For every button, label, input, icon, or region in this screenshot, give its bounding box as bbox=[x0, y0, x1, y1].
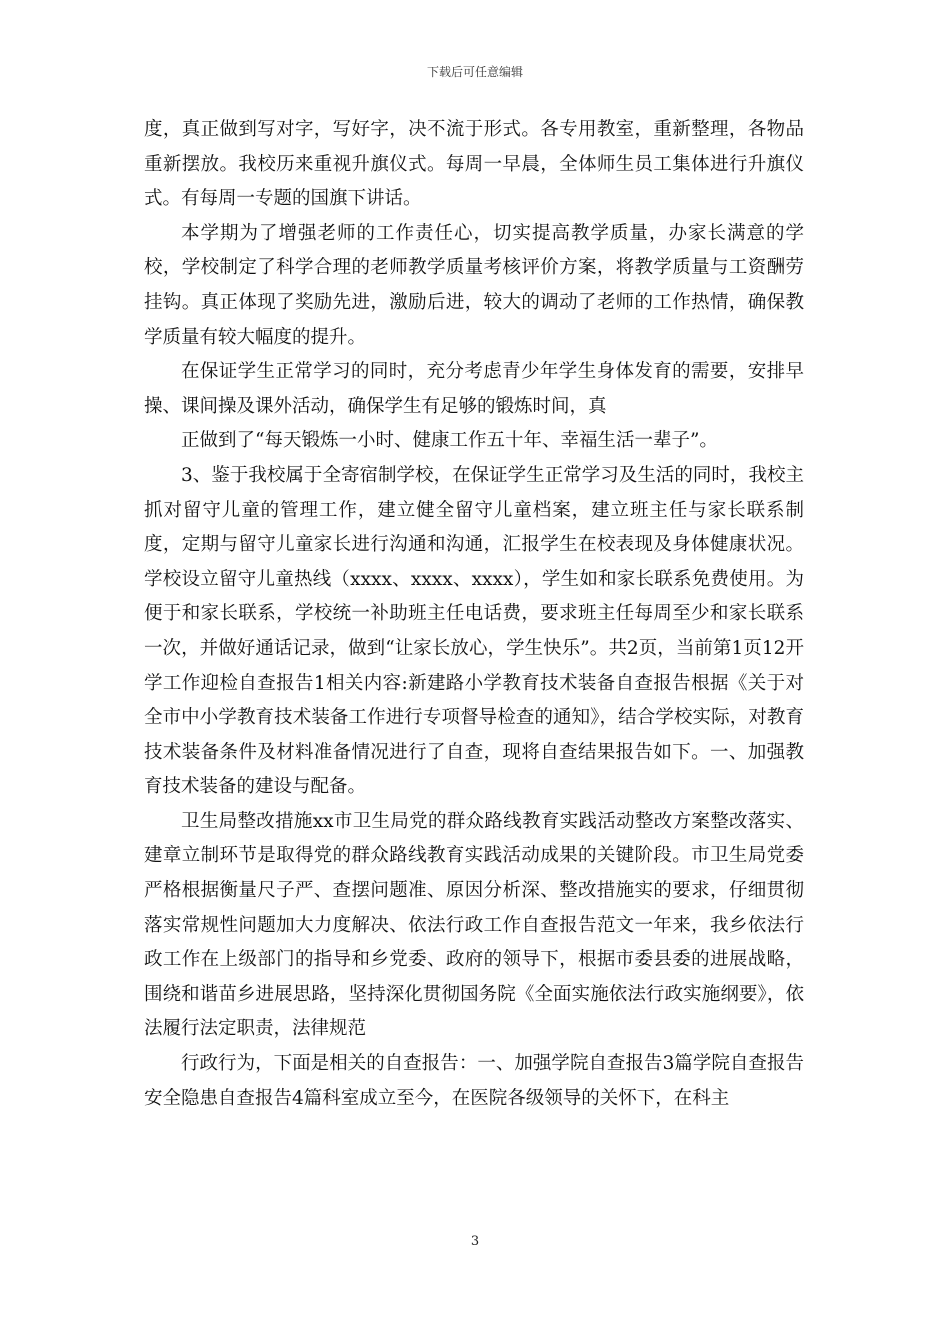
document-body bbox=[144, 113, 804, 1116]
page-number: 3 bbox=[470, 1234, 480, 1249]
paragraph: 3、鉴于我校属于全寄宿制学校，在保证学生正常学习及生活的同时，我校主抓对留守儿童的管理工作，建立健全留守儿童档案，建立班主任与家长联系制度，定期与留守儿童家长进行沟通和沟通，汇报学生在校表现及身体健康状况。学校设立留守儿童热线（xxxx、xxxx、xxxx），学生如和家长联系免费使用。为便于和家长联系，学校统一补助班主任电话费，要求班主任每周至少和家长联系一次，并做好通话记录，做到“让家长放心，学生快乐”。共2页，当前第1页12开学工作迎检自查报告1相关内容:新建路小学教育技术装备自查报告根据《关于对全市中小学教育技术装备工作进行专项督导检查的通知》，结合学校实际，对教育技术装备条件及材料准备情况进行了自查，现将自查结果报告如下。一、加强教育技术装备的建设与配备。 bbox=[144, 464, 804, 798]
paragraph: 卫生局整改措施xx市卫生局党的群众路线教育实践活动整改方案整改落实、建章立制环节是取得党的群众路线教育实践活动成果的关键阶段。市卫生局党委严格根据衡量尺子严、查摆问题准、原因分析深、整改措施实的要求，仔细贯彻落实常规性问题加大力度解决、依法行政工作自查报告范文一年来，我乡依法行政工作在上级部门的指导和乡党委、政府的领导下，根据市委县委的进展战略，围绕和谐苗乡进展思路，坚持深化贯彻国务院《全面实施依法行政实施纲要》，依法履行法定职责，法律规范 bbox=[144, 810, 804, 1040]
paragraph: 正做到了“每天锻炼一小时、健康工作五十年、幸福生活一辈子”。 bbox=[181, 430, 718, 452]
paragraph: 行政行为，下面是相关的自查报告：一、加强学院自查报告3篇学院自查报告安全隐患自查报告4篇科室成立至今，在医院各级领导的关怀下，在科主 bbox=[144, 1053, 804, 1109]
paragraph: 度，真正做到写对字，写好字，决不流于形式。各专用教室，重新整理，各物品重新摆放。我校历来重视升旗仪式。每周一早晨，全体师生员工集体进行升旗仪式。有每周一专题的国旗下讲话。 bbox=[144, 119, 804, 210]
paragraph: 在保证学生正常学习的同时，充分考虑青少年学生身体发育的需要，安排早操、课间操及课外活动，确保学生有足够的锻炼时间，真 bbox=[144, 361, 804, 417]
page-header: 下载后可任意编辑 bbox=[426, 65, 523, 79]
paragraph: 本学期为了增强老师的工作责任心，切实提高教学质量，办家长满意的学校，学校制定了科学合理的老师教学质量考核评价方案，将教学质量与工资酬劳挂钩。真正体现了奖励先进，激励后进，较大的调动了老师的工作热情，确保教学质量有较大幅度的提升。 bbox=[144, 222, 804, 348]
